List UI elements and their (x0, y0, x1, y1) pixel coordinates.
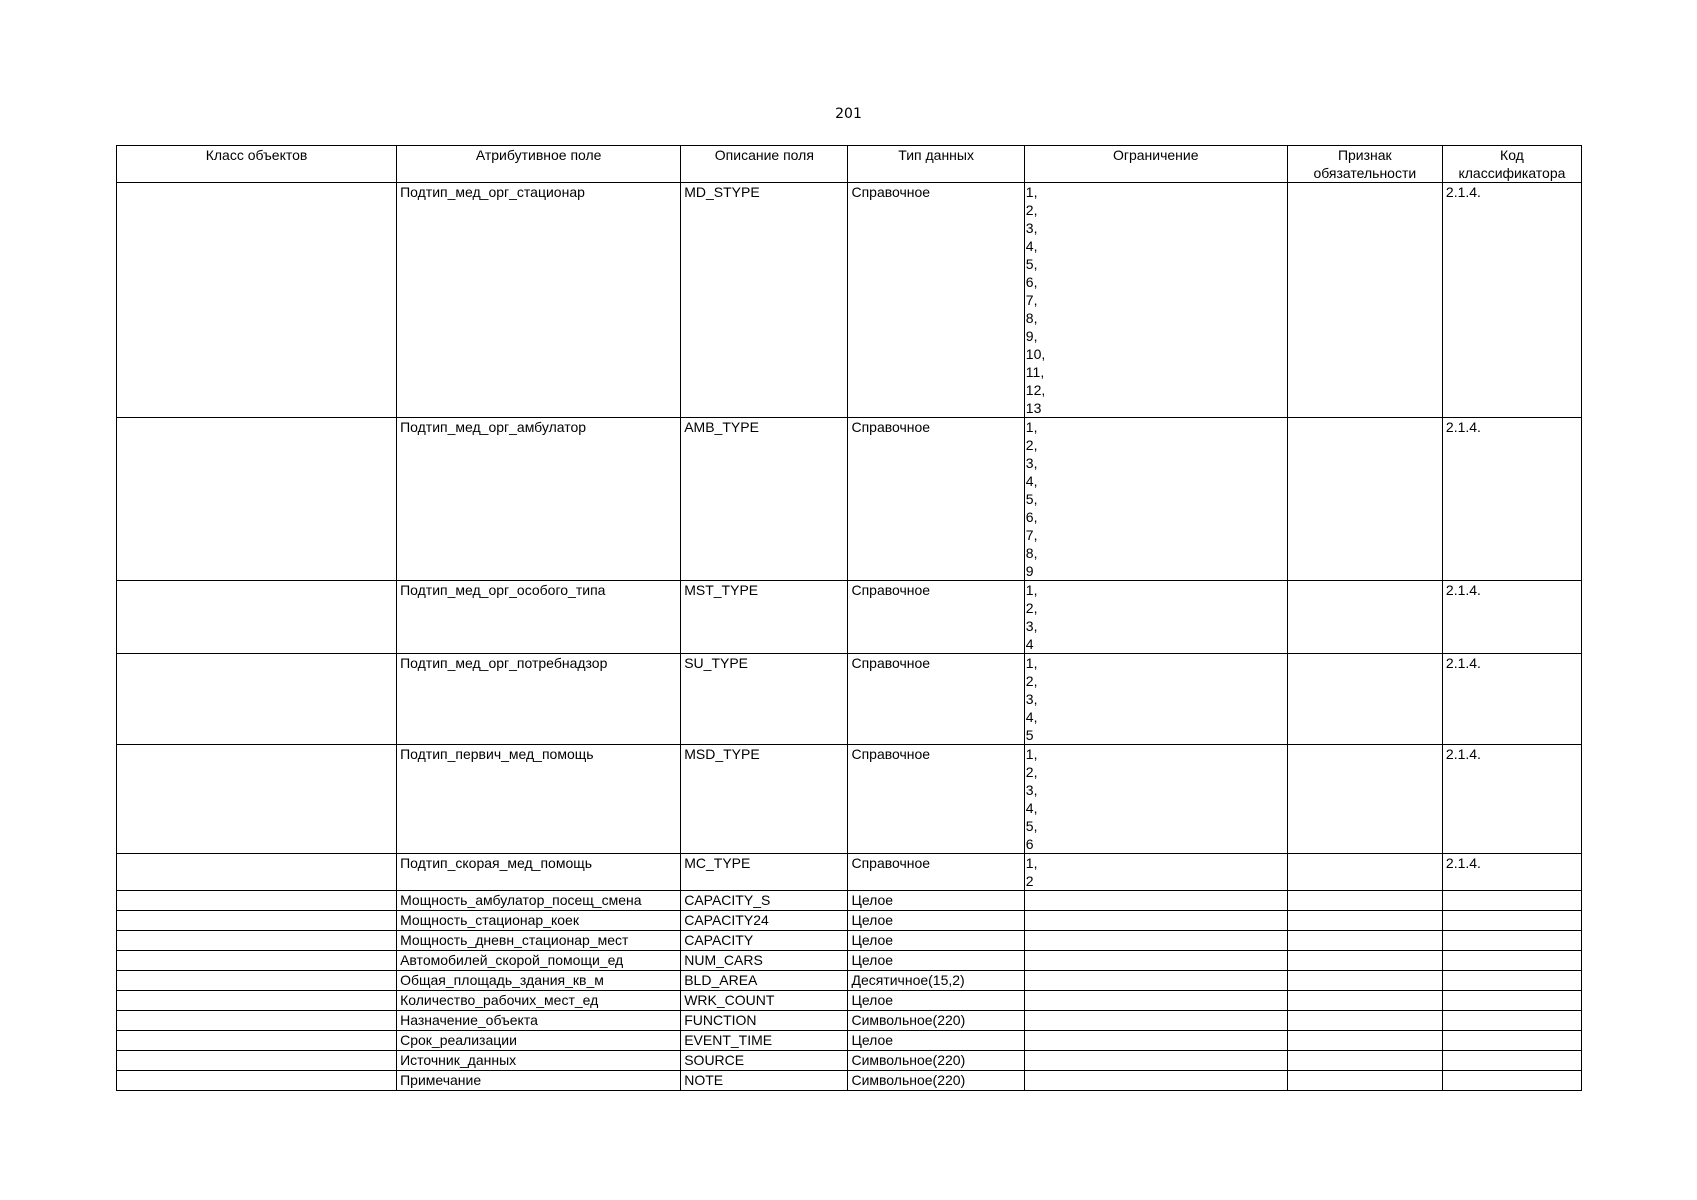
header-required-flag: Признак обязательности (1287, 146, 1442, 183)
cell-data-type: Справочное (848, 418, 1024, 581)
cell-code: 2.1.4. (1442, 745, 1581, 854)
cell-constraint: 1, 2, 3, 4, 5 (1024, 654, 1287, 745)
cell-data-type: Справочное (848, 745, 1024, 854)
cell-constraint (1024, 951, 1287, 971)
cell-code (1442, 991, 1581, 1011)
cell-required (1287, 911, 1442, 931)
table-row (117, 951, 1582, 971)
cell-attribute: Автомобилей_скорой_помощи_ед (397, 951, 681, 971)
cell-description: EVENT_TIME (681, 1031, 848, 1051)
cell-attribute: Примечание (397, 1071, 681, 1091)
header-data-type: Тип данных (848, 146, 1024, 183)
cell-attribute: Подтип_мед_орг_амбулатор (397, 418, 681, 581)
cell-constraint (1024, 911, 1287, 931)
table-row (117, 1011, 1582, 1031)
cell-code (1442, 1051, 1581, 1071)
cell-data-type: Символьное(220) (848, 1011, 1024, 1031)
cell-object-class (117, 854, 397, 891)
cell-required (1287, 1051, 1442, 1071)
cell-attribute: Мощность_стационар_коек (397, 911, 681, 931)
cell-constraint (1024, 931, 1287, 951)
cell-constraint: 1, 2, 3, 4, 5, 6 (1024, 745, 1287, 854)
header-field-description: Описание поля (681, 146, 848, 183)
cell-description: SU_TYPE (681, 654, 848, 745)
cell-attribute: Срок_реализации (397, 1031, 681, 1051)
cell-constraint (1024, 971, 1287, 991)
cell-constraint (1024, 891, 1287, 911)
table-row (117, 991, 1582, 1011)
header-object-class: Класс объектов (117, 146, 397, 183)
cell-code (1442, 931, 1581, 951)
cell-data-type: Целое (848, 931, 1024, 951)
cell-object-class (117, 654, 397, 745)
cell-code: 2.1.4. (1442, 183, 1581, 418)
cell-object-class (117, 1051, 397, 1071)
table-row (117, 1071, 1582, 1091)
cell-description: NUM_CARS (681, 951, 848, 971)
cell-data-type: Целое (848, 951, 1024, 971)
cell-attribute: Общая_площадь_здания_кв_м (397, 971, 681, 991)
cell-attribute: Назначение_объекта (397, 1011, 681, 1031)
cell-required (1287, 654, 1442, 745)
cell-data-type: Десятичное(15,2) (848, 971, 1024, 991)
cell-code (1442, 1071, 1581, 1091)
cell-data-type: Справочное (848, 581, 1024, 654)
cell-constraint: 1, 2 (1024, 854, 1287, 891)
cell-attribute: Количество_рабочих_мест_ед (397, 991, 681, 1011)
table-header-row (117, 146, 1582, 183)
cell-description: FUNCTION (681, 1011, 848, 1031)
cell-description: CAPACITY_S (681, 891, 848, 911)
cell-code (1442, 971, 1581, 991)
cell-object-class (117, 1011, 397, 1031)
table-row (117, 911, 1582, 931)
cell-description: MD_STYPE (681, 183, 848, 418)
cell-required (1287, 854, 1442, 891)
cell-required (1287, 745, 1442, 854)
cell-data-type: Справочное (848, 183, 1024, 418)
cell-required (1287, 1031, 1442, 1051)
cell-description: MST_TYPE (681, 581, 848, 654)
cell-attribute: Подтип_мед_орг_стационар (397, 183, 681, 418)
cell-required (1287, 1071, 1442, 1091)
cell-code (1442, 1011, 1581, 1031)
cell-object-class (117, 891, 397, 911)
cell-constraint: 1, 2, 3, 4 (1024, 581, 1287, 654)
cell-constraint (1024, 991, 1287, 1011)
cell-object-class (117, 971, 397, 991)
cell-description: CAPACITY (681, 931, 848, 951)
cell-description: BLD_AREA (681, 971, 848, 991)
cell-constraint (1024, 1051, 1287, 1071)
cell-attribute: Подтип_скорая_мед_помощь (397, 854, 681, 891)
table-row (117, 1051, 1582, 1071)
table-row (117, 971, 1582, 991)
cell-required (1287, 183, 1442, 418)
cell-object-class (117, 951, 397, 971)
cell-attribute: Источник_данных (397, 1051, 681, 1071)
cell-code (1442, 1031, 1581, 1051)
cell-object-class (117, 183, 397, 418)
cell-code: 2.1.4. (1442, 581, 1581, 654)
cell-attribute: Подтип_первич_мед_помощь (397, 745, 681, 854)
cell-data-type: Символьное(220) (848, 1071, 1024, 1091)
cell-code: 2.1.4. (1442, 654, 1581, 745)
cell-data-type: Целое (848, 1031, 1024, 1051)
cell-object-class (117, 1071, 397, 1091)
table-row (117, 183, 1582, 418)
header-classifier-code: Код классификатора (1442, 146, 1581, 183)
header-constraint: Ограничение (1024, 146, 1287, 183)
cell-required (1287, 931, 1442, 951)
cell-code (1442, 951, 1581, 971)
cell-object-class (117, 991, 397, 1011)
cell-code: 2.1.4. (1442, 854, 1581, 891)
cell-object-class (117, 418, 397, 581)
cell-constraint: 1, 2, 3, 4, 5, 6, 7, 8, 9 (1024, 418, 1287, 581)
cell-required (1287, 581, 1442, 654)
cell-code: 2.1.4. (1442, 418, 1581, 581)
cell-description: NOTE (681, 1071, 848, 1091)
cell-attribute: Подтип_мед_орг_потребнадзор (397, 654, 681, 745)
cell-object-class (117, 911, 397, 931)
cell-data-type: Целое (848, 991, 1024, 1011)
cell-object-class (117, 1031, 397, 1051)
cell-data-type: Справочное (848, 654, 1024, 745)
table-row (117, 581, 1582, 654)
cell-constraint (1024, 1031, 1287, 1051)
table-row (117, 418, 1582, 581)
cell-object-class (117, 745, 397, 854)
cell-object-class (117, 931, 397, 951)
cell-description: WRK_COUNT (681, 991, 848, 1011)
cell-attribute: Мощность_амбулатор_посещ_смена (397, 891, 681, 911)
cell-description: CAPACITY24 (681, 911, 848, 931)
cell-data-type: Целое (848, 891, 1024, 911)
table-row (117, 745, 1582, 854)
cell-required (1287, 418, 1442, 581)
cell-constraint: 1, 2, 3, 4, 5, 6, 7, 8, 9, 10, 11, 12, 13 (1024, 183, 1287, 418)
cell-required (1287, 1011, 1442, 1031)
cell-object-class (117, 581, 397, 654)
cell-code (1442, 911, 1581, 931)
table-row (117, 891, 1582, 911)
cell-description: AMB_TYPE (681, 418, 848, 581)
cell-description: MSD_TYPE (681, 745, 848, 854)
table-row (117, 654, 1582, 745)
table-row (117, 854, 1582, 891)
table-row (117, 1031, 1582, 1051)
cell-attribute: Подтип_мед_орг_особого_типа (397, 581, 681, 654)
table-row (117, 931, 1582, 951)
cell-code (1442, 891, 1581, 911)
cell-data-type: Символьное(220) (848, 1051, 1024, 1071)
cell-constraint (1024, 1011, 1287, 1031)
cell-description: MC_TYPE (681, 854, 848, 891)
cell-required (1287, 991, 1442, 1011)
cell-constraint (1024, 1071, 1287, 1091)
page-number: 201 (835, 106, 862, 122)
cell-required (1287, 891, 1442, 911)
attribute-table (116, 145, 1582, 1091)
cell-data-type: Справочное (848, 854, 1024, 891)
header-attribute-field: Атрибутивное поле (397, 146, 681, 183)
cell-description: SOURCE (681, 1051, 848, 1071)
cell-required (1287, 971, 1442, 991)
cell-attribute: Мощность_дневн_стационар_мест (397, 931, 681, 951)
cell-data-type: Целое (848, 911, 1024, 931)
cell-required (1287, 951, 1442, 971)
